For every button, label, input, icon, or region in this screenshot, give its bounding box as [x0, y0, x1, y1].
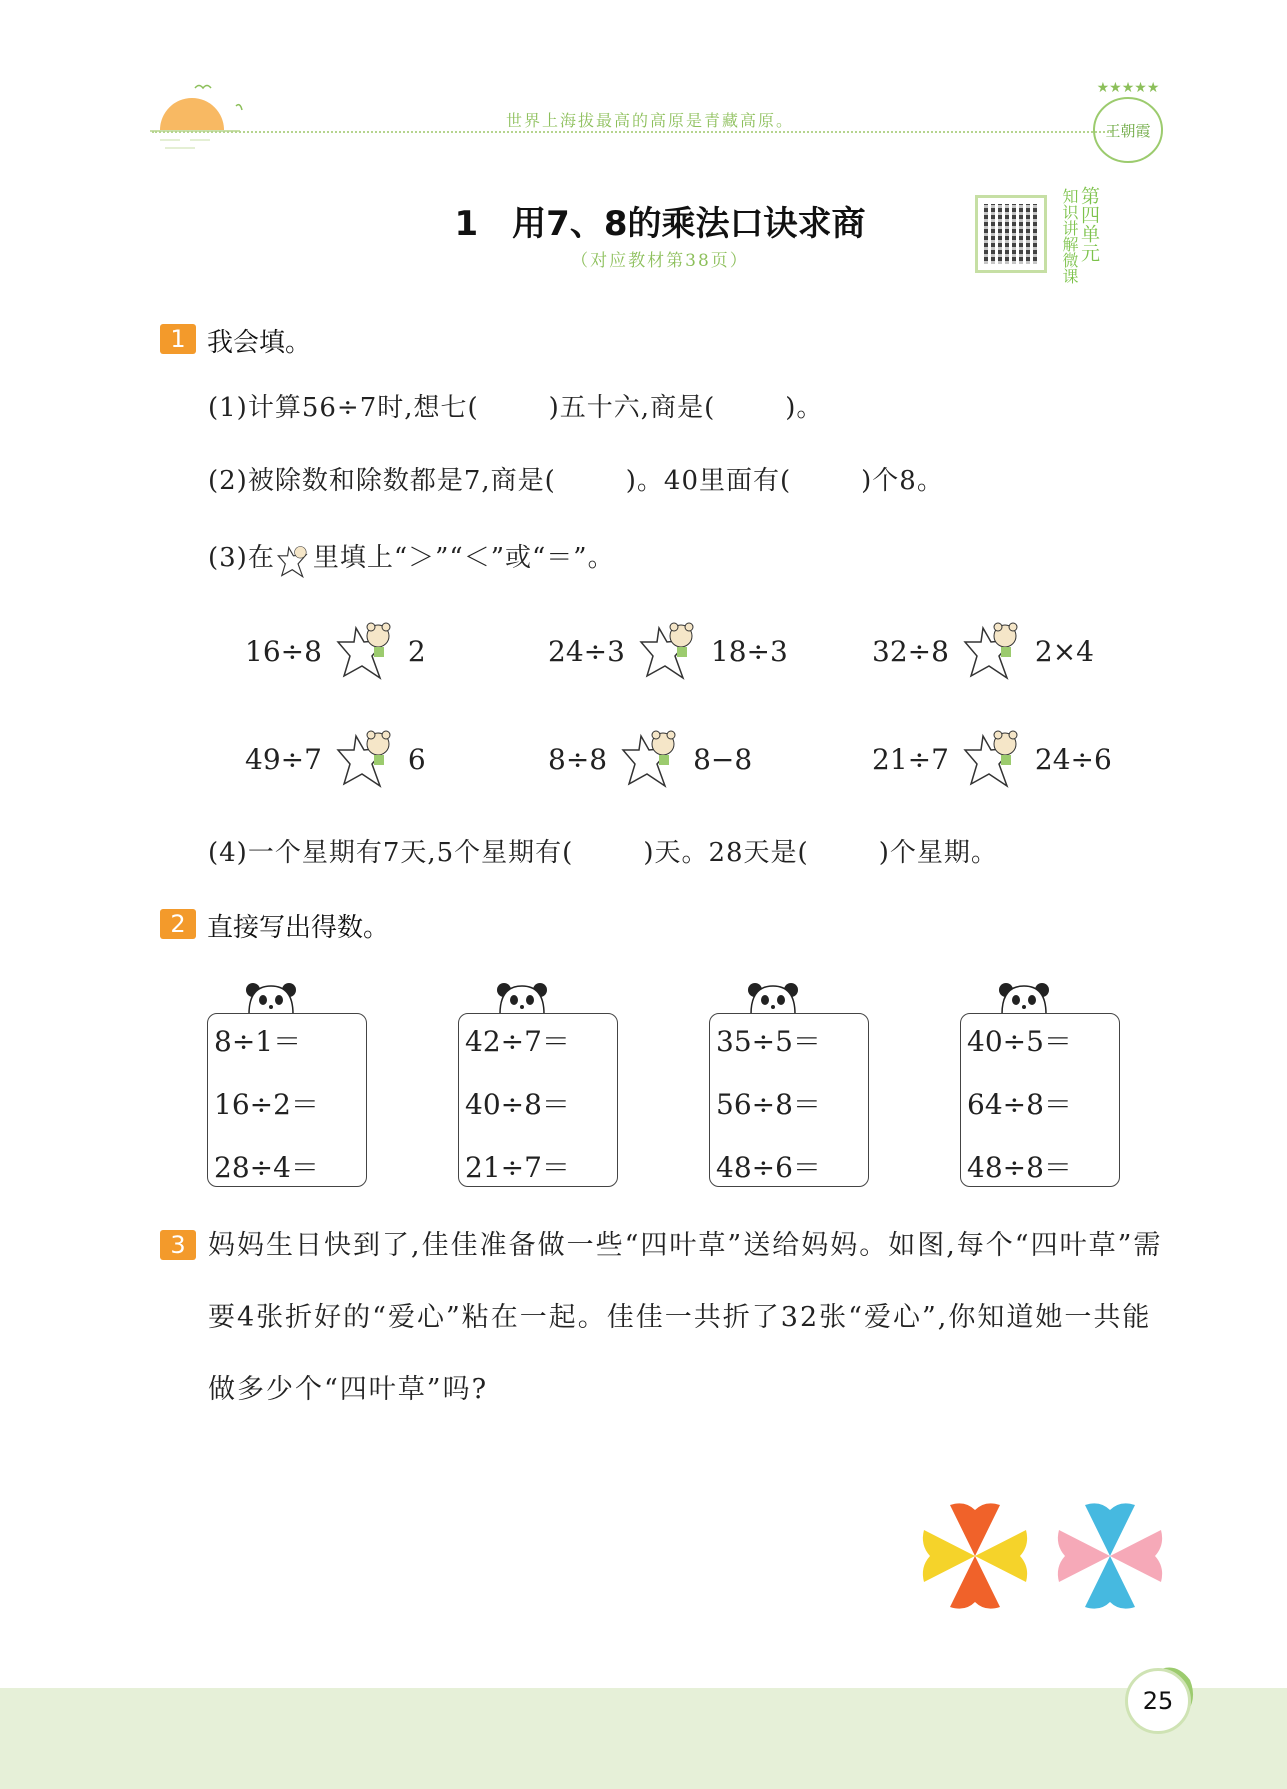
star-bear-answer-icon[interactable]: [621, 728, 679, 790]
comparison-left: 49÷7: [245, 742, 322, 776]
header-fact: 世界上海拔最高的高原是青藏高原。: [505, 111, 794, 130]
four-leaf-clover-images: [920, 1500, 1170, 1612]
q1-part4: (4)一个星期有7天,5个星期有( )天。28天是( )个星期。: [208, 838, 998, 868]
clover-orange-yellow: [923, 1503, 1027, 1608]
calculation-item[interactable]: 8÷1＝: [214, 1025, 302, 1058]
calculation-item[interactable]: 28÷4＝: [214, 1151, 319, 1184]
comparison-right: 18÷3: [710, 634, 788, 668]
comparison-right: 2×4: [1034, 634, 1094, 668]
calculation-item[interactable]: 40÷8＝: [465, 1088, 570, 1121]
qr-code[interactable]: [975, 195, 1047, 273]
comparison-item: [245, 620, 426, 682]
calculation-item[interactable]: 16÷2＝: [214, 1088, 319, 1121]
calculation-box: [709, 1013, 869, 1187]
calculation-box: [207, 1013, 367, 1187]
calculation-item[interactable]: 35÷5＝: [716, 1025, 821, 1058]
star-bear-answer-icon[interactable]: [639, 620, 697, 682]
comparison-left: 32÷8: [872, 634, 949, 668]
comparison-item: [548, 728, 752, 790]
comparison-left: 16÷8: [245, 634, 322, 668]
star-bear-answer-icon[interactable]: [963, 620, 1021, 682]
comparison-item: [872, 728, 1112, 790]
comparison-item: [548, 620, 788, 682]
textbook-reference: （对应教材第38页）: [571, 251, 749, 271]
question-2-heading: 直接写出得数。: [207, 913, 390, 943]
calculation-item[interactable]: 48÷8＝: [967, 1151, 1072, 1184]
footer-band: [0, 1688, 1287, 1789]
micro-lesson-label: 知识讲解微课: [1060, 188, 1079, 284]
calculation-item[interactable]: 48÷6＝: [716, 1151, 821, 1184]
star-bear-icon: [275, 543, 313, 575]
calculation-item[interactable]: 64÷8＝: [967, 1088, 1072, 1121]
comparison-left: 24÷3: [548, 634, 625, 668]
question-number-1: 1: [160, 324, 196, 354]
comparison-right: 6: [407, 742, 426, 776]
calculation-box: [458, 1013, 618, 1187]
comparison-item: [245, 728, 426, 790]
panda-icon: [996, 980, 1052, 1014]
comparison-right: 8−8: [693, 742, 753, 776]
question-1-heading: 我会填。: [207, 328, 312, 358]
question-3-text: 妈妈生日快到了,佳佳准备做一些“四叶草”送给妈妈。如图,每个“四叶草”需要4张折好的“爱心”粘在一起。佳佳一共折了32张“爱心”,你知道她一共能做多少个“四叶草”吗?: [208, 1230, 1163, 1405]
comparison-right: 2: [407, 634, 426, 668]
clover-blue-pink: [1058, 1503, 1162, 1608]
star-bear-answer-icon[interactable]: [336, 620, 394, 682]
panda-icon: [745, 980, 801, 1014]
page-number: 25: [1125, 1668, 1191, 1734]
calculation-item[interactable]: 56÷8＝: [716, 1088, 821, 1121]
panda-icon: [494, 980, 550, 1014]
question-number-3: 3: [160, 1230, 196, 1260]
star-bear-answer-icon[interactable]: [336, 728, 394, 790]
calculation-item[interactable]: 21÷7＝: [465, 1151, 570, 1184]
header-divider: [152, 131, 1112, 133]
comparison-left: 8÷8: [548, 742, 608, 776]
page-title: 1 用7、8的乘法口诀求商: [454, 204, 866, 244]
svg-text:★★★★★: ★★★★★: [1096, 80, 1160, 96]
calculation-box: [960, 1013, 1120, 1187]
calculation-item[interactable]: 40÷5＝: [967, 1025, 1072, 1058]
q1-part3: (3)在 里填上“＞”“＜”或“＝”。: [208, 537, 615, 575]
brand-logo: [1088, 78, 1168, 168]
star-bear-answer-icon[interactable]: [963, 728, 1021, 790]
unit-label: 第四单元: [1078, 186, 1100, 262]
comparison-right: 24÷6: [1034, 742, 1112, 776]
calculation-item[interactable]: 42÷7＝: [465, 1025, 570, 1058]
question-number-2: 2: [160, 909, 196, 939]
q1-part2: (2)被除数和除数都是7,商是( )。40里面有( )个8。: [208, 466, 944, 496]
comparison-item: [872, 620, 1094, 682]
q1-part1: (1)计算56÷7时,想七( )五十六,商是( )。: [208, 393, 824, 423]
comparison-left: 21÷7: [872, 742, 949, 776]
panda-icon: [243, 980, 299, 1014]
svg-text:王朝霞: 王朝霞: [1105, 122, 1151, 140]
